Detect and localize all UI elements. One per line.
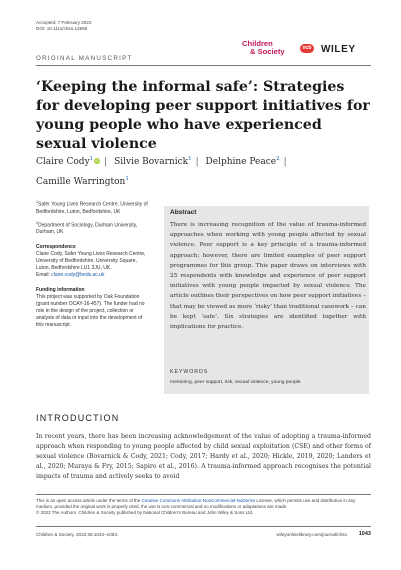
copyright: © 2022 The Authors. Children & Society published by National Children's Bureau and John Wiley & Sons Ltd. [36, 510, 254, 515]
section-label: ORIGINAL MANUSCRIPT [36, 55, 133, 62]
author-separator: | [283, 157, 287, 167]
correspondence-heading: Correspondence [36, 244, 76, 251]
email-link[interactable]: claire.cody@beds.ac.uk [51, 272, 105, 279]
journal-citation: Children & Society. 2022;36:1043–1063. [36, 532, 119, 537]
author-list [36, 151, 371, 191]
author-name[interactable]: Delphine Peace [205, 157, 277, 167]
publisher-logo[interactable]: WILEY [321, 44, 356, 55]
page-number: 1043 [358, 531, 371, 537]
author-name[interactable]: Camille Warrington [36, 177, 126, 187]
author-name[interactable]: Claire Cody [36, 157, 90, 167]
abstract-text: There is increasing recognition of the value of trauma-informed approaches when working with young people affected by sexual violence. Peer support is a key principle of a trauma-informed approach; however, there are limited examples of peer support programmes for this group. This paper draws on interviews with 25 respondents with knowledge and experience of peer support initiatives with young people impacted by sexual violence. The article outlines their perspectives on how peer support initiatives – that may be viewed as more ‘risky’ than traditional casework – can be kept ‘safe’. Six strategies are identified together with implications for practice. [170, 222, 366, 331]
article-title: ‘Keeping the informal safe’: Strategies for developing peer support initiatives for young people who have experienced sexual violence [36, 79, 370, 152]
author-affiliation-marker: 1 [125, 176, 129, 182]
affiliation: $^2$Department of Sociology, Durham University, Durham, UK [36, 220, 138, 236]
journal-url[interactable]: wileyonlinelibrary.com/journal/chso [276, 532, 347, 537]
funding-text: This project was supported by Oak Foundation (grant number OCAY-16-457). The funder had no role in the design of the project, collection or analysis of data or input into the development of this manuscript. [36, 294, 145, 329]
header-rule [36, 65, 371, 66]
author-affiliation-marker: 1 [188, 156, 192, 162]
author-separator: | [195, 157, 199, 167]
license-notice: This is an open access article under the terms of the Creative Commons Attribution-NonCommercial-NoDerivs License, which permits use and distribution in any medium, provided the original work is properly cited, the use is non-commercial and no modifications or adaptations are made. © 2022 The Authors. Children & Society published by National Children's Bureau and John Wiley & Sons Ltd. [36, 498, 371, 516]
author-affiliation-marker: 1 [89, 156, 94, 162]
affiliations-column [36, 199, 151, 333]
license-rule [36, 494, 371, 495]
author-affiliation-marker: 2 [276, 156, 280, 162]
keywords: mentoring, peer support, risk, sexual violence, young people [170, 380, 301, 385]
abstract-box [164, 206, 369, 394]
body-text: In recent years, there has been increasing acknowledgement of the value of adopting a trauma-informed approach when responding to young people affected by child sexual exploitation (CSE) and other forms of sexual violence (Bovarnick & Cody, 2021; Cody, 2017; Hardy et al., 2020; Hickle, 2019, 2020; Landers et al., 2020; Muraya & Fry, 2015; Sapiro et al., 2016). A trauma-informed approach recognises the potential impacts of trauma and actively seeks to avoid [36, 433, 371, 480]
keywords-heading: KEYWORDS [170, 369, 209, 375]
footer-rule [36, 526, 371, 527]
journal-logo[interactable]: Children & Society ncb [240, 40, 298, 57]
page-footer [36, 532, 371, 537]
funding-heading: Funding information [36, 287, 85, 294]
article-meta [36, 20, 91, 32]
doi[interactable]: DOI: 10.1111/chso.12555 [36, 26, 88, 31]
license-link[interactable]: Creative Commons Attribution-NonCommercial-NoDerivs [141, 498, 256, 503]
affiliation: $^1$Safer Young Lives Research Centre, University of Bedfordshire, Luton, Bedfordshire, UK [36, 200, 148, 215]
accepted-date: Accepted: 7 February 2022 [36, 20, 92, 25]
ncb-badge-icon: ncb [300, 44, 314, 53]
author-separator: | [104, 157, 108, 167]
orcid-icon[interactable]: iD [95, 158, 100, 163]
correspondence-text: Claire Cody, Safer Young Lives Research Centre, University of Bedfordshire, University Square, Luton, Bedfordshire LU1 3JU, UK. Email: claire.cody@beds.ac.uk [36, 251, 146, 279]
abstract-heading: Abstract [170, 209, 197, 216]
section-heading: INTRODUCTION [36, 413, 120, 423]
author-name[interactable]: Silvie Bovarnick [114, 157, 189, 167]
